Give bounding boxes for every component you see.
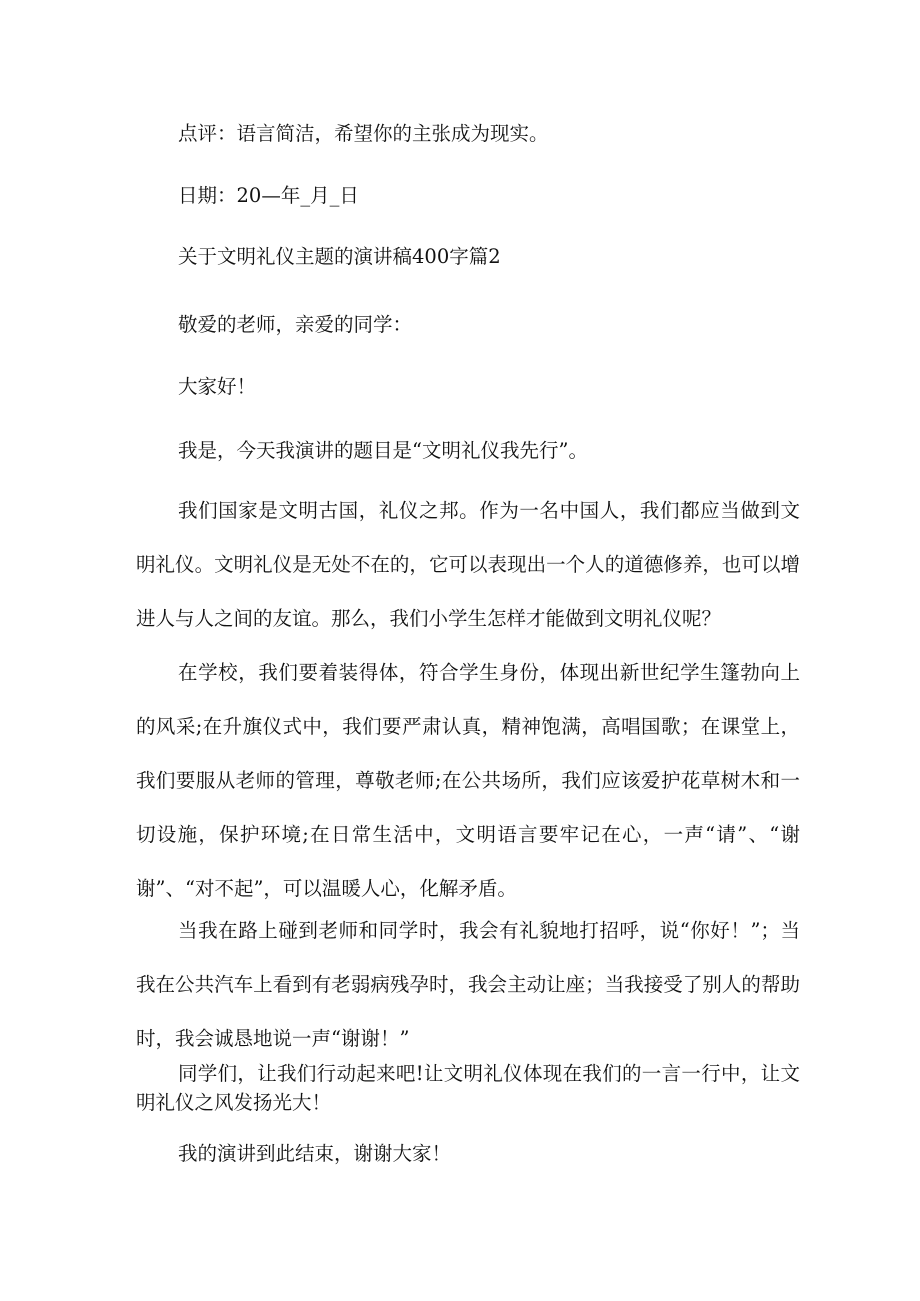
greeting-line: 敬爱的老师，亲爱的同学： — [178, 313, 413, 336]
paragraph-school-conduct: 在学校，我们要着装得体，符合学生身份，体现出新世纪学生篷勃向上的风采;在升旗仪式中，我们要严肃认真，精神饱满，高唱国歌；在课堂上，我们要服从老师的管理，尊敬老师;在公共场所，我们应该爱护花草树木和一切设施，保护环境;在日常生活中，文明语言要牢记在心，一声“请”、“谢谢”、“对不起”，可以温暖人心，化解矛盾。 — [136, 661, 800, 900]
paragraph-etiquette-nation: 我们国家是文明古国，礼仪之邦。作为一名中国人，我们都应当做到文明礼仪。文明礼仪是无处不在的，它可以表现出一个人的道德修养，也可以增进人与人之间的友谊。那么，我们小学生怎样才能做到文明礼仪呢？ — [136, 499, 800, 630]
paragraph-call-to-action: 同学们，让我们行动起来吧!让文明礼仪体现在我们的一言一行中，让文明礼仪之风发扬光大！ — [136, 1062, 800, 1114]
section-heading: 关于文明礼仪主题的演讲稿400字篇2 — [178, 245, 501, 268]
hello-line: 大家好！ — [178, 375, 257, 398]
paragraph-greetings: 当我在路上碰到老师和同学时，我会有礼貌地打招呼，说“你好！”；当我在公共汽车上看到有老弱病残孕时，我会主动让座；当我接受了别人的帮助时，我会诚恳地说一声“谢谢！” — [136, 919, 800, 1050]
date-line: 日期：20—年_月_日 — [178, 184, 359, 207]
intro-line: 我是，今天我演讲的题目是“文明礼仪我先行”。 — [178, 439, 588, 462]
comment-line: 点评：语言简洁，希望你的主张成为现实。 — [178, 122, 549, 145]
closing-line: 我的演讲到此结束，谢谢大家！ — [178, 1142, 452, 1165]
